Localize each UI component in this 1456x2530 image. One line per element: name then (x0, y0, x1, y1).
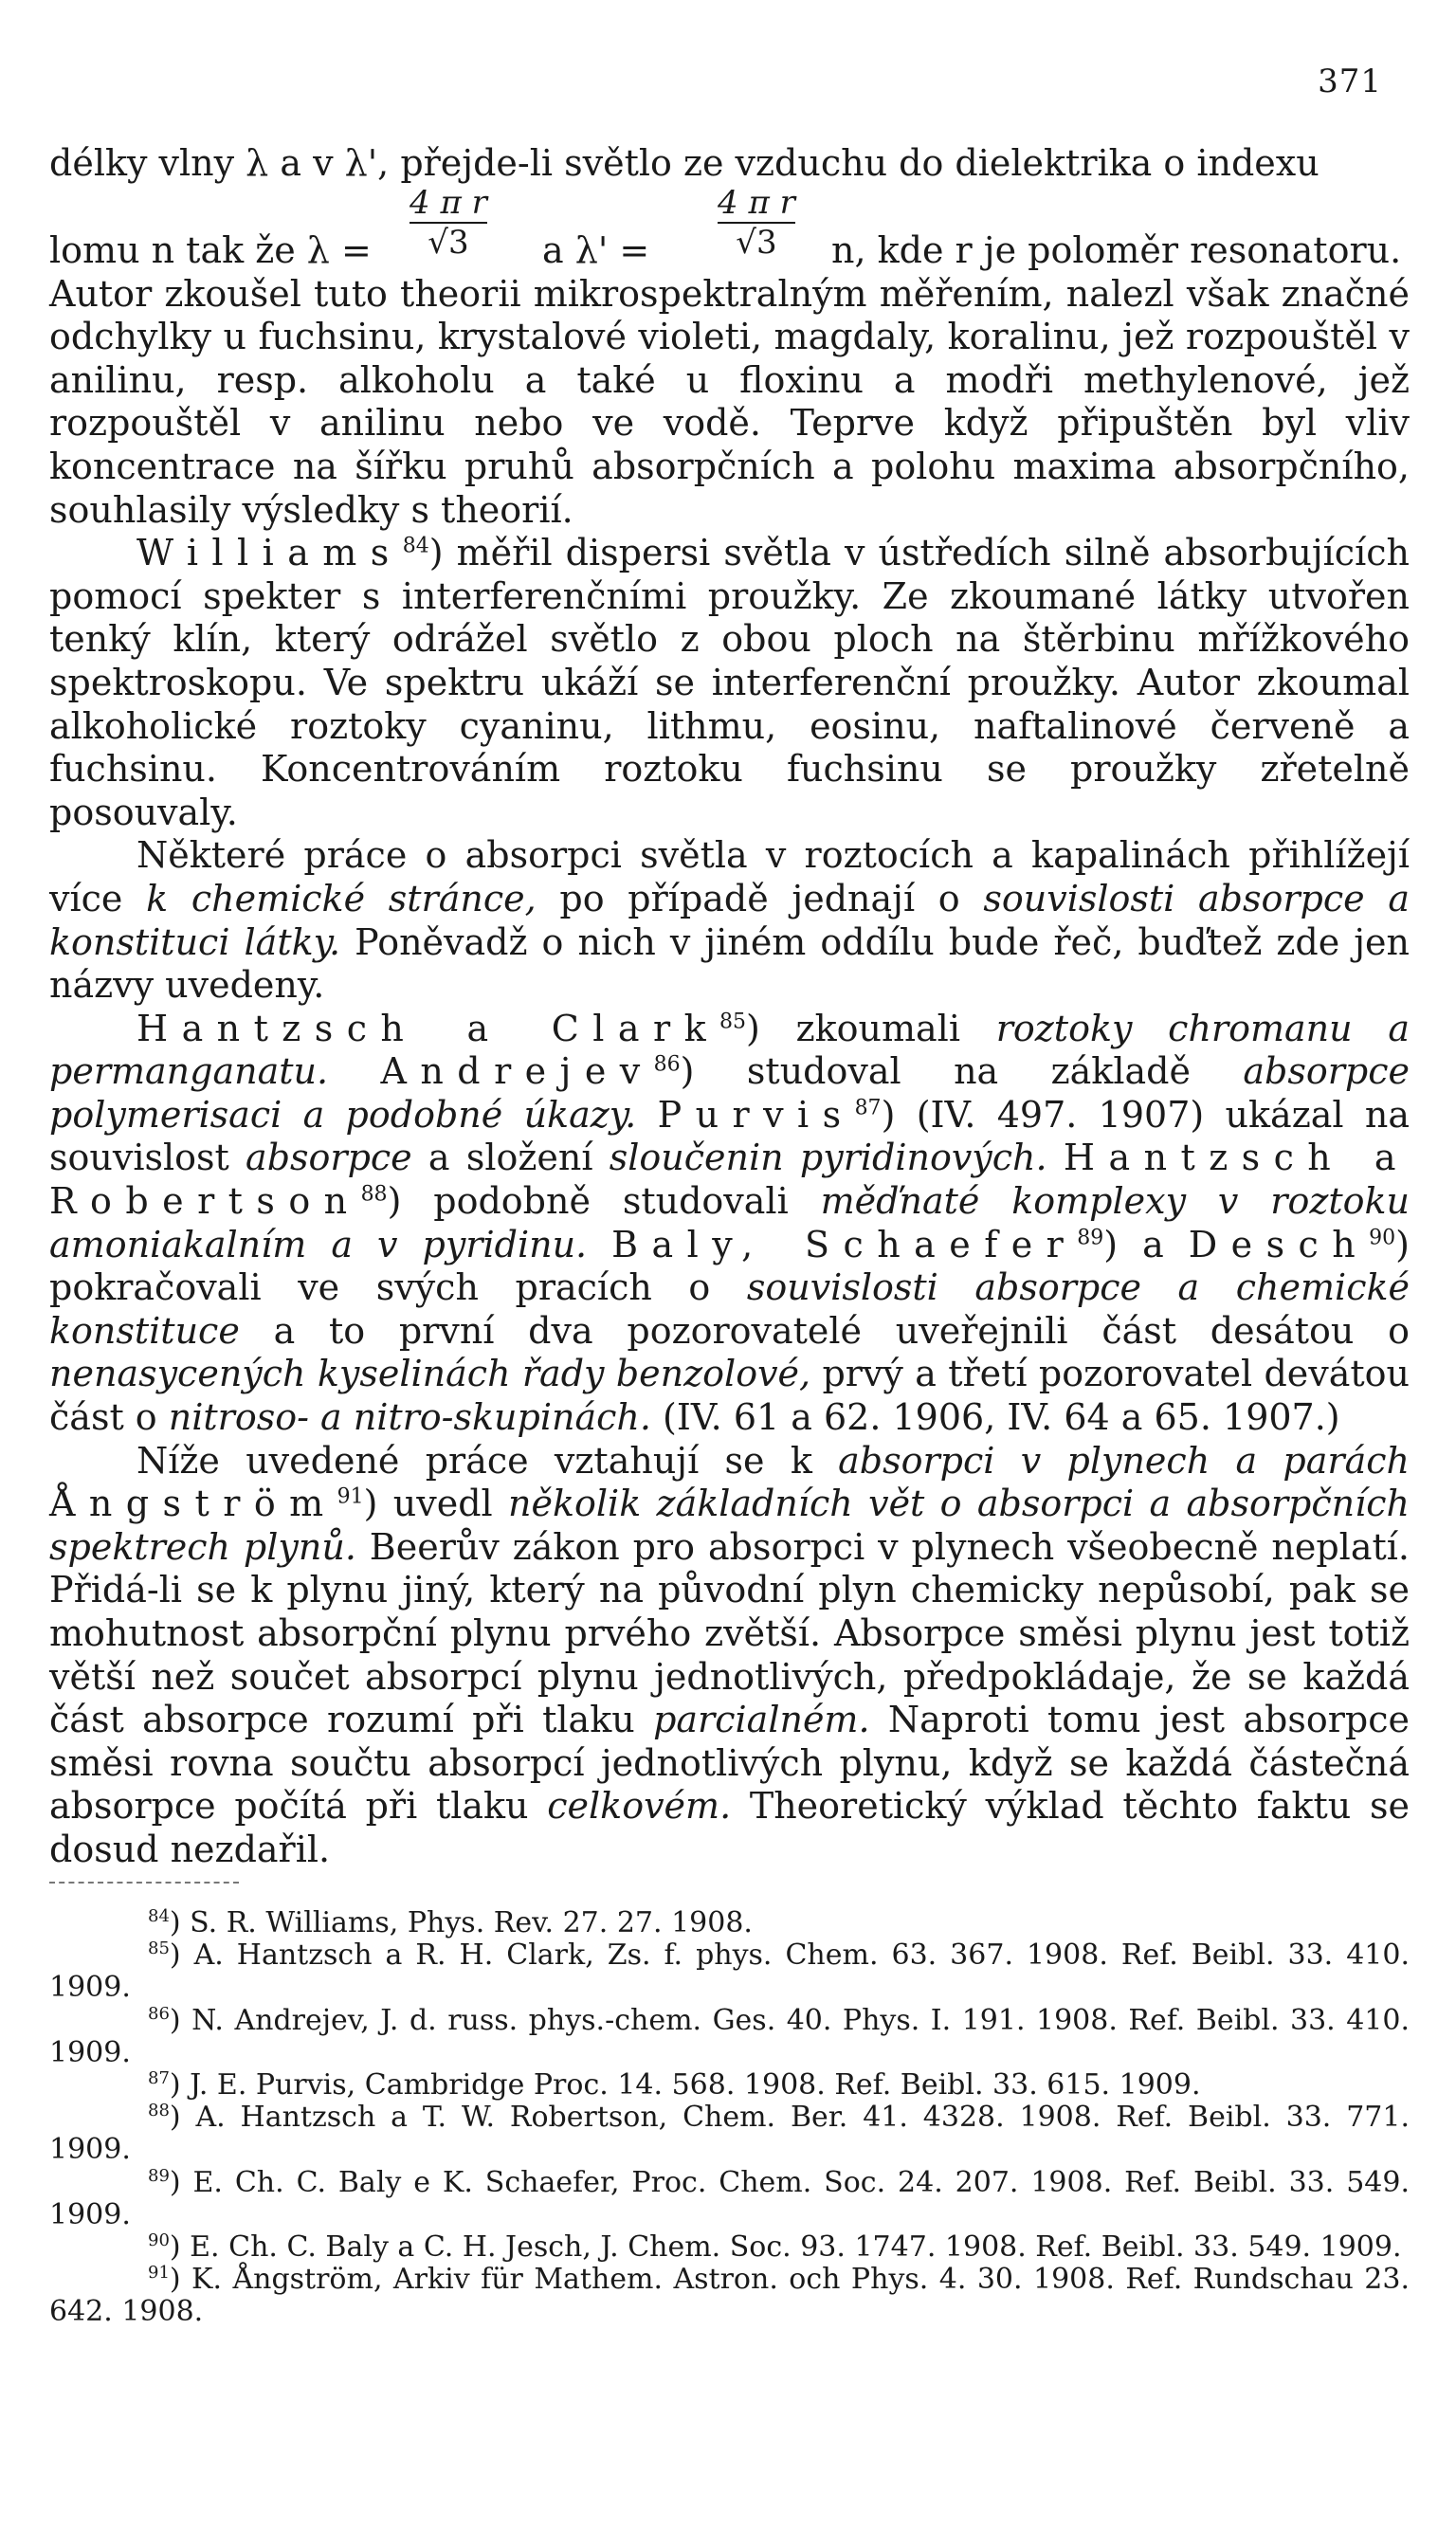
p5-emph-4: celkovém. (547, 1785, 732, 1828)
p5-text-1: ) uvedl (363, 1483, 509, 1525)
footnote-number: 84 (148, 1906, 170, 1926)
p3-text-a: Některé práce o absorpci světla v roztocích a kapalinách přihlížejí více (49, 834, 1410, 919)
footnote-number: 91 (148, 2263, 170, 2284)
p4-text-1: ) zkoumali (746, 1007, 996, 1049)
p5-emph-2: několik základních vět o absorpci a absorpčních spektrech plynů. (49, 1483, 1410, 1568)
p4-emph-8: nitroso- a nitro-skupinách. (168, 1396, 651, 1439)
footnote-number: 87 (148, 2068, 170, 2089)
fraction-2-denominator: √3 (718, 222, 795, 262)
footnote-text: ) K. Ångström, Arkiv für Mathem. Astron. och Phys. 4. 30. 1908. Ref. Rundschau 23. 642. 1908. (49, 2263, 1410, 2329)
p5-text-3: Naproti tomu jest absorpce směsi rovna součtu absorpcí jednotlivých plynu, když se každá částečná absorpce počítá při tlaku (49, 1699, 1410, 1828)
footnote (49, 2069, 1410, 2102)
p4-emph-7: nenasycených kyselinách řady benzolové, (49, 1353, 811, 1395)
p4-text-7: ) pokračovali ve svých pracích o (49, 1223, 1410, 1309)
footnote-text: ) E. Ch. C. Baly a C. H. Jesch, J. Chem. Soc. 93. 1747. 1908. Ref. Beibl. 33. 549. 1909. (169, 2230, 1402, 2265)
fraction-2 (718, 184, 795, 262)
p5-text-2: Beerův zákon pro absorpci v plynech všeobecně neplatí. Přidá-li se k plynu jiný, který na původní plyn chemicky nepůsobí, pak se mohutnost absorpční plynu prvého zvětší. Absorpce směsi plynu jest totiž větší než součet absorpcí plynu jednotlivých, předpokládaje, že se každá část absorpce rozumí při tlaku (49, 1525, 1410, 1741)
author-baly-schaefer: Baly, Schaefer (611, 1223, 1078, 1265)
footnote-divider (49, 1882, 239, 1884)
p4-emph-5: měďnaté komplexy v roztoku amoniakalním a v pyridinu. (49, 1180, 1410, 1265)
paragraph-3 (49, 834, 1410, 1007)
formula-mid: a λ' = (542, 228, 650, 271)
formula-start: lomu n tak že λ = (49, 228, 372, 271)
footnote-text: ) J. E. Purvis, Cambridge Proc. 14. 568. 1908. Ref. Beibl. 33. 615. 1909. (169, 2068, 1201, 2102)
footnote (49, 2264, 1410, 2328)
paragraph-2-text: ) měřil dispersi světla v ústředích silně absorbujících pomocí spekter s interferenčními proužky. Ze zkoumané látky utvořen tenký klín, který odrážel světlo z obou ploch na štěrbinu mřížkového spektroskopu. Ve spektru ukáží se interferenční proužky. Autor zkoumal alkoholické roztoky cyaninu, lithmu, eosinu, naftalinové červeně a fuchsinu. Koncentrováním roztoku fuchsinu se proužky zřetelně posouvaly. (49, 532, 1410, 833)
p4-text-6: ) a (1103, 1223, 1189, 1265)
p5-emph-1: absorpci v plynech a parách (838, 1439, 1410, 1482)
footnote-text: ) N. Andrejev, J. d. russ. phys.-chem. Ges. 40. Phys. I. 191. 1908. Ref. Beibl. 33. 410. 1909. (49, 2003, 1410, 2069)
p4-text-4: a složení (411, 1137, 610, 1179)
main-text (49, 142, 1410, 1872)
author-andrejev: Andrejev (380, 1050, 654, 1093)
footnote-number: 85 (148, 1938, 170, 1959)
author-desch: Desch (1188, 1223, 1370, 1265)
formula-line (49, 183, 1410, 273)
p4-text-10: (IV. 61 a 62. 1906, IV. 64 a 65. 1907.) (650, 1396, 1340, 1439)
ref-88: 88 (360, 1182, 388, 1207)
ref-84: 84 (402, 534, 429, 558)
p4-text-3: ) (IV. 497. 1907) ukázal na souvislost (49, 1093, 1410, 1179)
author-angstrom: Ångström (49, 1483, 337, 1525)
ref-86: 86 (653, 1052, 681, 1077)
p4-text-8: a to první dva pozorovatelé uveřejnili část desátou o (239, 1309, 1410, 1352)
p3-emph-1: k chemické stránce, (146, 877, 537, 919)
p5-emph-3: parcialném. (653, 1699, 870, 1741)
paragraph-1: Autor zkoušel tuto theorii mikrospektralným měřením, nalezl však značné odchylky u fuchsinu, krystalové violeti, magdaly, koralinu, jež rozpouštěl v anilinu, resp. alkoholu a také u floxinu a modři methylenové, jež rozpouštěl v anilinu nebo ve vodě. Teprve když připuštěn byl vliv koncentrace na šířku pruhů absorpčních a polohu maxima absorpčního, souhlasily výsledky s theorií. (49, 272, 1410, 531)
formula-intro: délky vlny λ a v λ', přejde-li světlo ze vzduchu do dielektrika o indexu (49, 142, 1320, 184)
p4-emph-2: absorpce polymerisaci a podobné úkazy. (49, 1050, 1410, 1136)
page-number: 371 (1318, 63, 1382, 100)
footnote-number: 88 (148, 2101, 170, 2121)
ref-91: 91 (337, 1484, 364, 1509)
fraction-1 (410, 184, 487, 262)
footnote-text: ) S. R. Williams, Phys. Rev. 27. 27. 1908. (169, 1906, 753, 1939)
fraction-1-denominator: √3 (410, 222, 487, 262)
footnote-number: 90 (148, 2230, 170, 2251)
author-hantzsch-robertson: Hantzsch a Robertson (49, 1137, 1410, 1223)
paragraph-4 (49, 1008, 1410, 1440)
p4-emph-4: sloučenin pyridinových. (609, 1137, 1047, 1179)
paragraph-2 (49, 532, 1410, 834)
p3-text-c: Poněvadž o nich v jiném oddílu bude řeč, buďtež zde jen názvy uvedeny. (49, 920, 1410, 1007)
p4-emph-3: absorpce (246, 1137, 412, 1179)
fraction-2-numerator: 4 π r (718, 183, 795, 222)
author-hantzsch-clark: Hantzsch a Clark (136, 1007, 720, 1049)
ref-90: 90 (1369, 1226, 1396, 1249)
footnote (49, 2005, 1410, 2069)
ref-89: 89 (1077, 1226, 1104, 1249)
fraction-1-numerator: 4 π r (410, 183, 487, 222)
footnote-number: 89 (148, 2165, 170, 2186)
footnote (49, 2231, 1410, 2264)
footnote (49, 1907, 1410, 1939)
p4-emph-6: souvislosti absorpce a chemické konstituce (49, 1266, 1410, 1352)
formula-end: n, kde r je poloměr resonatoru. (831, 228, 1402, 271)
footnote-text: ) E. Ch. C. Baly e K. Schaefer, Proc. Chem. Soc. 24. 207. 1908. Ref. Beibl. 33. 549. 1909. (49, 2165, 1410, 2231)
author-williams: Williams (136, 532, 403, 574)
footnotes (49, 1907, 1410, 2329)
p3-text-b: po případě jednají o (536, 877, 984, 919)
p5-text-a: Níže uvedené práce vztahují se k (136, 1439, 839, 1482)
p4-emph-1: roztoky chromanu a permanganatu. (49, 1007, 1410, 1093)
footnote-text: ) A. Hantzsch a T. W. Robertson, Chem. Ber. 41. 4328. 1908. Ref. Beibl. 33. 771. 1909. (49, 2101, 1410, 2167)
p5-text-4: Theoretický výklad těchto faktu se dosud nezdařil. (49, 1785, 1410, 1870)
p4-text-5: ) podobně studovali (387, 1180, 821, 1223)
ref-85: 85 (719, 1010, 747, 1034)
footnote (49, 2102, 1410, 2166)
footnote (49, 1939, 1410, 2004)
footnote (49, 2167, 1410, 2231)
footnote-number: 86 (148, 2003, 170, 2024)
footnote-text: ) A. Hantzsch a R. H. Clark, Zs. f. phys. Chem. 63. 367. 1908. Ref. Beibl. 33. 410. 1909. (49, 1938, 1410, 2005)
author-purvis: Purvis (657, 1093, 855, 1136)
p4-text-9: prvý a třetí pozorovatel devátou část o (49, 1353, 1410, 1439)
p4-text-2: ) studoval na základě (680, 1050, 1244, 1093)
p3-emph-2: souvislosti absorpce a konstituci látky. (49, 877, 1410, 963)
paragraph-5 (49, 1440, 1410, 1872)
ref-87: 87 (854, 1096, 882, 1120)
